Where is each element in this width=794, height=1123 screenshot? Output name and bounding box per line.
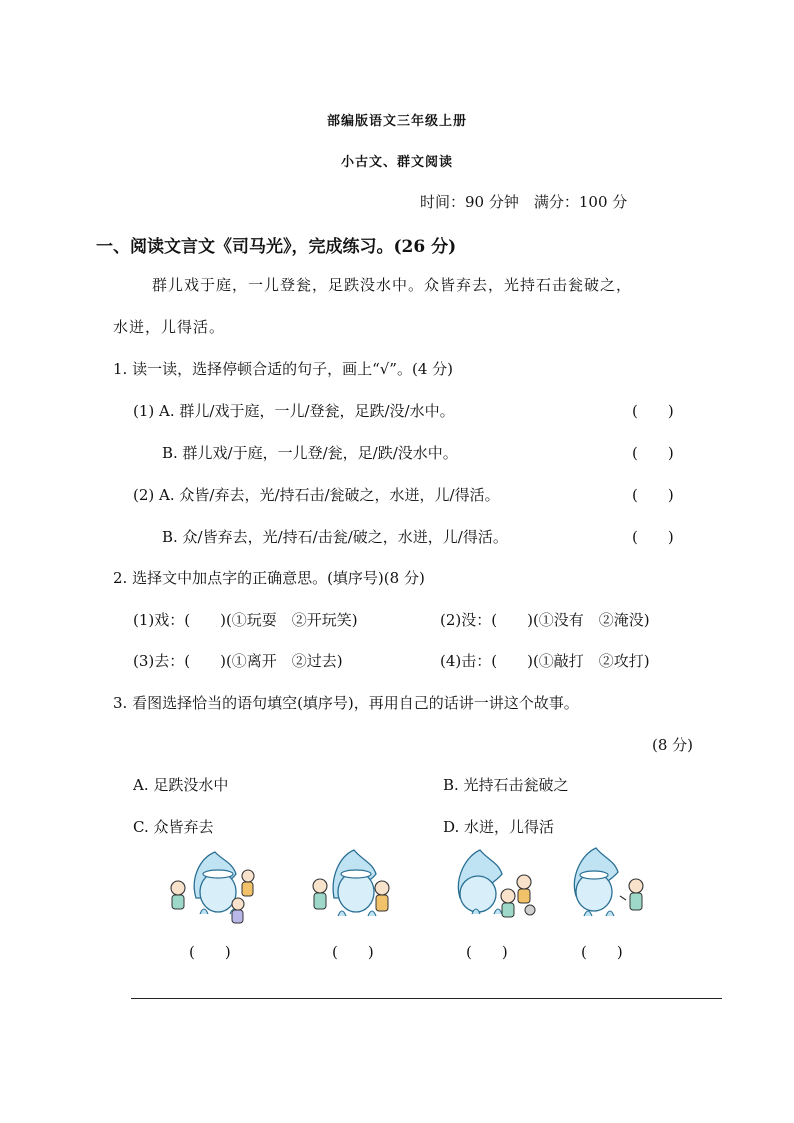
q1-option: (1) A. 群儿/戏于庭，一儿/登瓮，足跌/没/水中。 [133,402,455,420]
q2-item[interactable]: (4)击：( )(①敲打 ②攻打) [440,652,650,670]
q2-item[interactable]: (1)戏：( )(①玩耍 ②开玩笑) [133,611,358,629]
answer-blank[interactable]: ( ) [632,402,674,420]
picture-answer-blank[interactable]: ( ) [581,943,623,961]
q1-prompt: 1. 读一读，选择停顿合适的句子，画上“√”。(4 分) [113,360,453,378]
q3-choice: D. 水迸，儿得活 [443,818,555,836]
q2-item[interactable]: (2)没：( )(①没有 ②淹没) [440,611,650,629]
story-illustration-2 [298,838,394,930]
picture-answer-blank[interactable]: ( ) [466,943,508,961]
q2-prompt: 2. 选择文中加点字的正确意思。(填序号)(8 分) [113,569,425,587]
q2-item[interactable]: (3)去：( )(①离开 ②过去) [133,652,343,670]
q3-points: (8 分) [652,736,694,754]
answer-blank[interactable]: ( ) [632,528,674,546]
answer-blank[interactable]: ( ) [632,486,674,504]
q1-option: B. 众/皆弃去，光/持石/击瓮/破之，水迸，儿/得活。 [162,528,508,546]
answer-line[interactable] [131,998,722,999]
story-illustration-4 [562,838,658,930]
picture-answer-blank[interactable]: ( ) [332,943,374,961]
passage-line-1: 群儿戏于庭，一儿登瓮，足跌没水中。众皆弃去，光持石击瓮破之， [152,276,633,294]
passage-line-2: 水迸，儿得活。 [113,318,226,336]
section-heading: 一、阅读文言文《司马光》，完成练习。(26 分) [96,237,457,257]
exam-meta: 时间：90 分钟 满分：100 分 [420,193,628,211]
story-illustration-1 [160,838,256,930]
q1-option: B. 群儿戏/于庭，一儿登/瓮，足/跌/没水中。 [162,444,458,462]
page-title: 部编版语文三年级上册 [326,114,467,129]
q3-choice: C. 众皆弃去 [133,818,214,836]
q3-choice: A. 足跌没水中 [133,776,229,794]
q3-choice: B. 光持石击瓮破之 [443,776,569,794]
q3-prompt: 3. 看图选择恰当的语句填空(填序号)，再用自己的话讲一讲这个故事。 [113,694,579,712]
answer-blank[interactable]: ( ) [632,444,674,462]
picture-answer-blank[interactable]: ( ) [189,943,231,961]
q1-option: (2) A. 众皆/弃去，光/持石击/瓮破之，水迸，儿/得活。 [133,486,500,504]
story-illustration-3 [446,838,542,930]
page-subtitle: 小古文、群文阅读 [340,155,453,170]
